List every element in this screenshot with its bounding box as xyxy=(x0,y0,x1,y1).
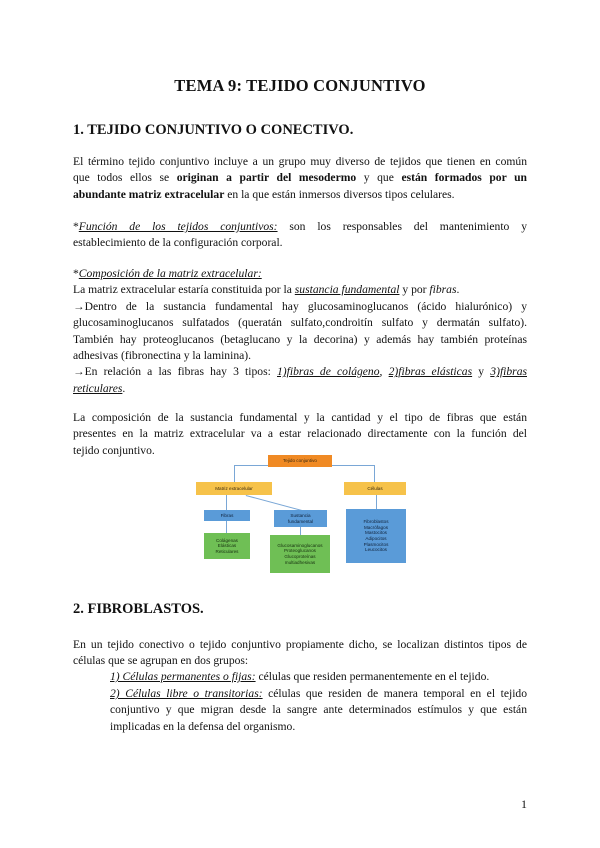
composicion-line-4: También hay proteoglucanos (betaglucano y la decorina) y además hay también proteínas xyxy=(73,332,527,346)
diagram-connector-fibras xyxy=(226,495,227,511)
relacion-line-3: tejido conjuntivo. xyxy=(73,443,155,457)
diagram-fibras-item: Reticulares xyxy=(215,548,239,554)
celulas-libres-line-2: conjuntivo y que migran desde la sangre ante determinados estímulos y que están xyxy=(110,703,527,717)
funcion-line-2: establecimiento de la configuración corporal. xyxy=(73,236,283,250)
diagram-connector-fibras-list xyxy=(226,521,227,533)
diagram-celulas-item: Fibroblastos xyxy=(363,519,389,525)
diagram-celulas-list-box xyxy=(346,509,406,563)
diagram-sustancia-label-2: fundamental xyxy=(287,518,314,524)
diagram-root-box xyxy=(268,455,332,467)
diagram-celulas-item: Adipocitos xyxy=(365,536,387,541)
section-1-heading: 1. TEJIDO CONJUNTIVO O CONECTIVO. xyxy=(73,122,354,138)
funcion-line-1: *Función de los tejidos conjuntivos: son los responsables del mantenimiento y xyxy=(73,220,527,233)
celulas-permanentes-line: 1) Células permanentes o fijas: células que residen permanentemente en el tejido. xyxy=(110,670,490,683)
diagram-connector-celulas-list xyxy=(376,495,377,509)
fibroblastos-intro xyxy=(73,637,527,670)
relacion-paragraph xyxy=(73,410,527,459)
diagram-fibras-label: Fibras xyxy=(220,512,234,518)
diagram-matriz-label: Matriz extracelular xyxy=(215,485,253,491)
fibroblastos-intro-line-1: En un tejido conectivo o tejido conjuntivo propiamente dicho, se localizan distintos tipos de xyxy=(73,638,527,651)
diagram-celulas-item: Plasmocitos xyxy=(363,541,389,547)
composicion-line-3: glucosaminoglucanos sulfatados (queratán sulfato,condroitín sulfato y dermatán sulfato). xyxy=(73,316,527,330)
diagram-root-label: Tejido conjuntivo xyxy=(283,458,317,464)
composicion-heading: *Composición de la matriz extracelular: xyxy=(73,267,262,280)
fibroblastos-intro-line-2: células que se agrupan en dos grupos: xyxy=(73,654,249,668)
diagram-sustancia-item: multiadhesivas xyxy=(284,559,316,565)
diagram-fibras-item: Elásticas xyxy=(217,543,237,549)
tejido-conjuntivo-diagram xyxy=(196,455,408,575)
composicion-paragraph xyxy=(73,266,527,397)
section-2-heading: 2. FIBROBLASTOS. xyxy=(73,601,204,617)
diagram-matriz-box xyxy=(196,482,272,495)
diagram-sustancia-item: Proteoglucanos xyxy=(284,548,316,554)
diagram-sustancia-item: Glucoproteínas xyxy=(284,554,316,559)
diagram-sustancia-item: Glucosaminoglucanos xyxy=(277,542,323,548)
page-number: 1 xyxy=(521,797,527,811)
funcion-paragraph xyxy=(73,219,527,252)
intro-line-3: abundante matriz extracelular en la que están inmersos diversos tipos celulares. xyxy=(73,187,455,201)
diagram-fibras-list-box xyxy=(204,533,250,559)
diagram-sustancia-label-1: Sustancia xyxy=(290,512,311,518)
intro-paragraph xyxy=(73,154,527,203)
relacion-line-1: La composición de la sustancia fundamental y la cantidad y el tipo de fibras que están xyxy=(73,411,527,424)
diagram-celulas-label: Células xyxy=(367,485,383,491)
diagram-celulas-item: Leucocitos xyxy=(365,547,387,553)
diagram-sustancia-box xyxy=(274,510,327,527)
composicion-line-7: reticulares. xyxy=(73,381,126,395)
celulas-libres-item xyxy=(110,686,527,735)
diagram-connector-sustancia-list xyxy=(300,527,301,535)
document-title: TEMA 9: TEJIDO CONJUNTIVO xyxy=(174,76,426,95)
relacion-line-2: presentes en la matriz extracelular va a estar relacionado directamente con la función del xyxy=(73,427,527,441)
celulas-permanentes-item xyxy=(110,669,527,685)
composicion-line-2: →Dentro de la sustancia fundamental hay glucosaminoglucanos (ácido hialurónico) y xyxy=(73,299,527,313)
diagram-celulas-box xyxy=(344,482,406,495)
diagram-celulas-item: Mastocitos xyxy=(365,530,387,536)
diagram-celulas-item: Macrófagos xyxy=(363,524,388,530)
diagram-fibras-box xyxy=(204,510,250,521)
diagram-sustancia-list-box xyxy=(270,535,330,573)
composicion-line-5: adhesivas (fibronectina y la laminina). xyxy=(73,349,252,363)
composicion-line-1: La matriz extracelular estaría constituida por la sustancia fundamental y por fibras. xyxy=(73,283,460,297)
diagram-fibras-item: Colágenas xyxy=(216,537,238,543)
celulas-libres-line-3: implicadas en la defensa del organismo. xyxy=(110,719,296,733)
celulas-libres-line-1: 2) Células libre o transitorias: células que residen de manera temporal en el tejido xyxy=(110,687,528,700)
intro-line-2: que todos ellos se originan a partir del mesodermo y que están formados por un xyxy=(73,171,528,185)
intro-line-1: El término tejido conjuntivo incluye a un grupo muy diverso de tejidos que tienen en común xyxy=(73,155,527,168)
composicion-line-6: →En relación a las fibras hay 3 tipos: 1)fibras de colágeno, 2)fibras elásticas y 3)fibras xyxy=(73,365,527,379)
